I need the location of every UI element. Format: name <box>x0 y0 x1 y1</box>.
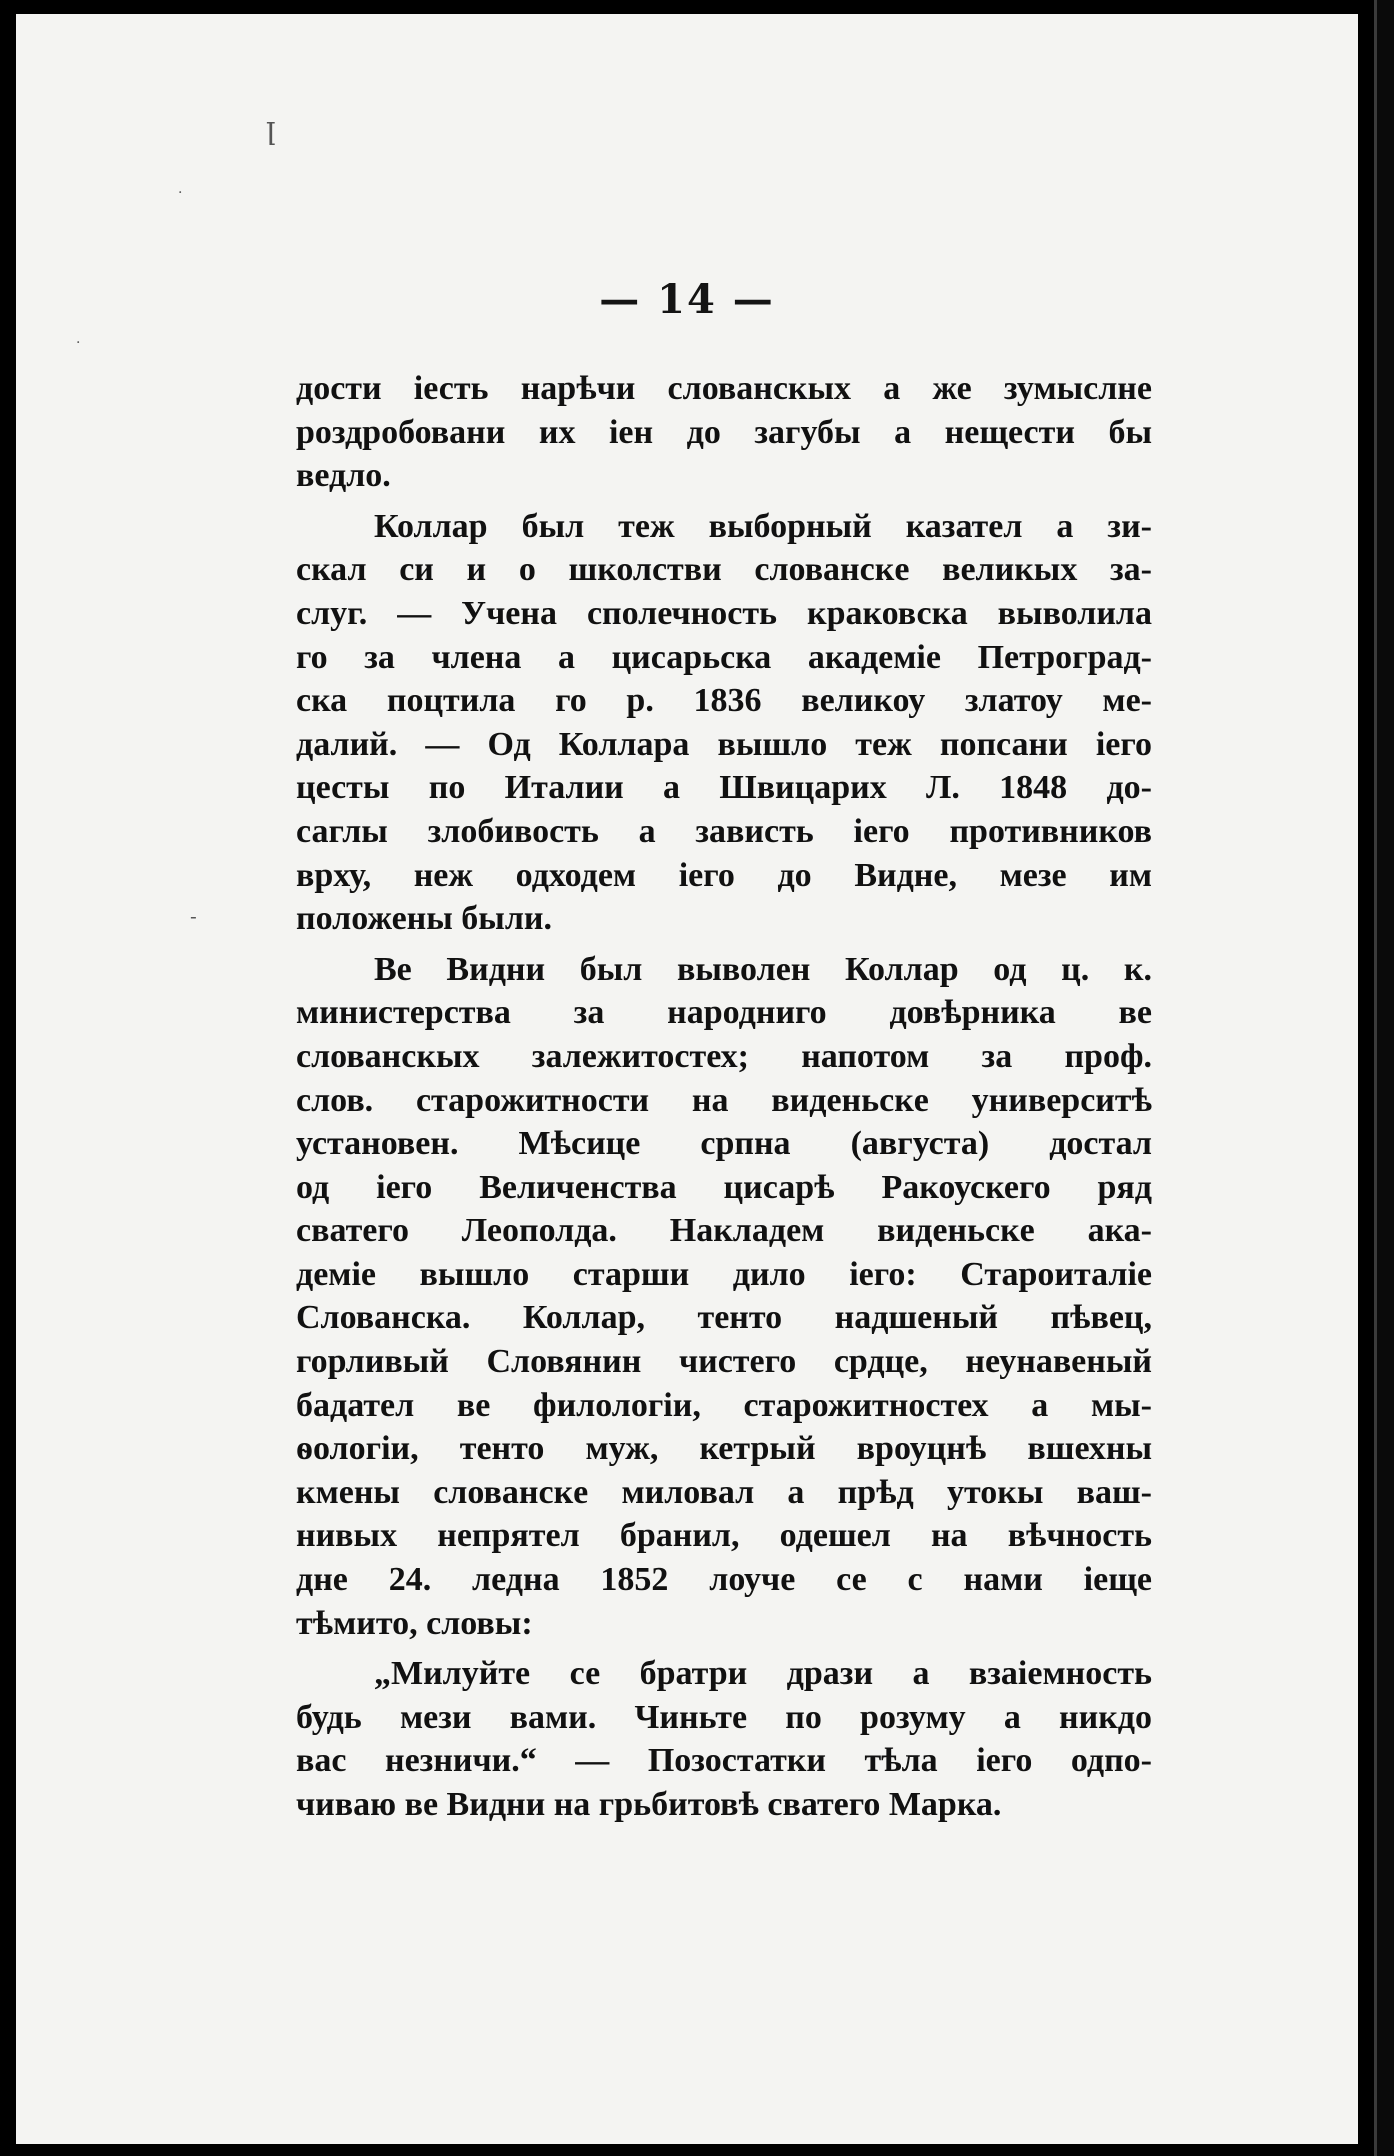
paragraph-gap <box>296 498 1152 505</box>
text-line: врху, неж одходем іего до Видне, мезе им <box>296 856 1152 894</box>
text-line: слованскых залежитостех; напотом за проф. <box>296 1037 1152 1075</box>
text-line: тѣмито, словы: <box>296 1604 533 1642</box>
text-line: далий. — Од Коллара вышло теж попсани іего <box>296 725 1152 763</box>
page-number: — 14 — <box>599 276 775 323</box>
text-line: ѳологіи, тенто муж, кетрый вроуцнѣ вшехны <box>296 1430 1152 1468</box>
text-line: скал си и о школстви слованскe великых за- <box>296 551 1152 589</box>
text-line: будь мези вами. Чиньте по розуму а никдо <box>296 1698 1152 1736</box>
text-line: ска поцтила го р. 1836 великоу златоу ме- <box>296 682 1152 720</box>
text-line: бадател ве филологіи, старожитностех а мы- <box>296 1386 1152 1424</box>
text-line: слов. старожитности на виденьскe университѣ <box>296 1081 1152 1119</box>
text-line: цесты по Италии а Швицарих Л. 1848 до- <box>296 769 1152 807</box>
text-line: дости іесть нарѣчи слованскых а же зумыслнe <box>296 370 1152 407</box>
text-line: министерства за народниго довѣрника ве <box>296 994 1152 1032</box>
text-line: горливый Словянин чистего срдце, неунавеный <box>296 1343 1152 1381</box>
text-line: Слованска. Коллар, тенто надшеный пѣвец, <box>296 1299 1152 1337</box>
paragraph-gap <box>296 1645 1152 1652</box>
text-line: го за члена а цисарьска академіе Петроград- <box>296 638 1152 676</box>
text-line: Коллар был теж выборный казател а зи- <box>374 507 1152 545</box>
text-line: деміе вышло старши дило іего: Староиталіе <box>296 1255 1152 1293</box>
scan-speck: ꞁ <box>266 111 276 146</box>
body-text <box>296 367 1152 1827</box>
text-line: слуг. — Учена сполечность краковска выволила <box>296 594 1152 632</box>
text-line: роздробовани их іен до загубы а нещести бы <box>296 413 1152 451</box>
text-line: дне 24. ледна 1852 лоуче се с нами іеще <box>296 1561 1152 1599</box>
text-line: сватего Леополда. Накладем виденьскe ака- <box>296 1212 1152 1250</box>
adjacent-page-edge <box>1374 0 1394 2156</box>
text-line: установен. Мѣсице српна (августа) достал <box>296 1125 1152 1163</box>
text-line: нивых непрятел бранил, одешел на вѣчность <box>296 1517 1152 1555</box>
scan-speck: · <box>178 185 183 201</box>
scan-speck: · <box>76 335 81 351</box>
text-line: вас незничи.“ — Позостатки тѣла іего одпо- <box>296 1742 1152 1780</box>
text-line: ведло. <box>296 457 391 495</box>
text-line: од іего Величенства цисарѣ Ракоускего ряд <box>296 1168 1152 1206</box>
text-line: „Милуйте се братри дрази а взаіемность <box>374 1655 1152 1693</box>
text-line: Ве Видни был выволен Коллар од ц. к. <box>374 950 1152 988</box>
paragraph-gap <box>296 941 1152 948</box>
text-line: саглы злобивость а зависть іего противников <box>296 812 1152 850</box>
scanned-page <box>16 14 1358 2144</box>
text-line: положены были. <box>296 900 553 938</box>
text-line: кмены слованскe миловал а прѣд утокы ваш- <box>296 1473 1152 1511</box>
scan-speck: - <box>190 904 197 928</box>
text-line: чиваю ве Видни на грьбитовѣ сватего Марка. <box>296 1786 1002 1823</box>
